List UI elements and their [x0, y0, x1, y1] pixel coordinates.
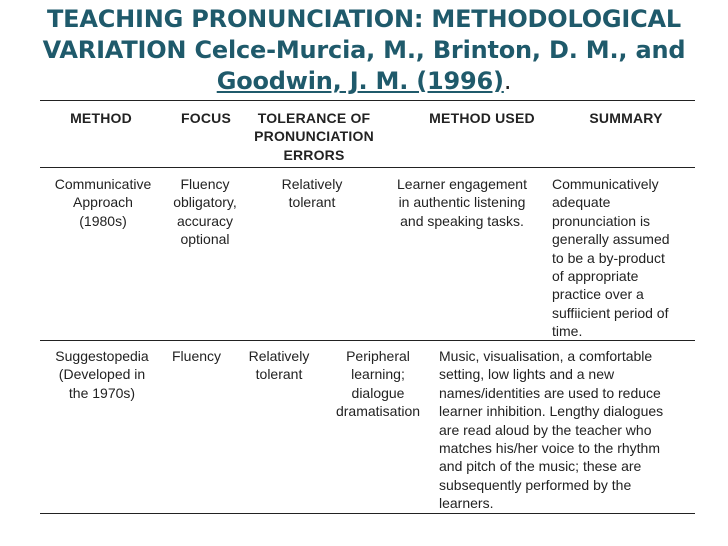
cell-line: matches his/her voice to the rhythm [439, 440, 660, 457]
row1-focus [160, 175, 250, 249]
cell-line: are read aloud by the teacher who [439, 421, 652, 438]
cell-line: Communicative [54, 176, 152, 192]
title-line-2: VARIATION Celce-Murcia, M., Brinton, D. M., and [42, 36, 686, 64]
row1-method [44, 175, 162, 230]
cell-line: names/identities are used to reduce [439, 384, 661, 401]
cell-line: Suggestopedia [55, 348, 149, 364]
cell-line: (1980s) [79, 212, 127, 229]
cell-line: tolerant [255, 366, 303, 383]
row2-method [44, 347, 160, 402]
cell-line: Relatively [248, 348, 310, 364]
row-divider [40, 340, 695, 341]
row1-summary [552, 175, 696, 341]
cell-line: learner inhibition. Lengthy dialogues [439, 403, 664, 420]
header-method-used: METHOD USED [429, 110, 535, 126]
cell-line: adequate [552, 194, 611, 211]
row2-focus [172, 347, 242, 365]
cell-line: obligatory, [173, 194, 237, 211]
cell-line: Fluency [172, 348, 222, 364]
cell-line: dramatisation [335, 403, 421, 420]
header-tolerance-line: ERRORS [283, 146, 345, 163]
cell-line: practice over a [552, 286, 644, 303]
title-line-1: TEACHING PRONUNCIATION: METHODOLOGICAL [46, 5, 682, 33]
cell-line: (Developed in [58, 366, 146, 383]
cell-line: generally assumed [552, 231, 670, 248]
cell-line: Learner engagement [397, 176, 527, 192]
cell-line: subsequently performed by the [439, 476, 632, 493]
title-citation: Goodwin, J. M. (1996) [216, 67, 504, 95]
cell-line: Peripheral [346, 348, 410, 364]
title-period: . [503, 67, 512, 95]
slide-title [30, 4, 698, 97]
cell-line: setting, low lights and a new [439, 366, 615, 383]
header-tolerance-line: PRONUNCIATION [254, 128, 374, 145]
cell-line: Fluency [180, 176, 230, 192]
cell-line: to be a by-product [552, 249, 665, 266]
cell-line: and speaking tasks. [400, 212, 524, 229]
cell-line: in authentic listening [398, 194, 526, 211]
title-line-3 [30, 66, 698, 97]
row1-method-used [382, 175, 542, 230]
row1-tolerance [262, 175, 362, 212]
cell-line: dialogue [351, 384, 405, 401]
cell-line: Relatively [281, 176, 343, 192]
row2-method-used [328, 347, 428, 421]
cell-line: and pitch of the music; these are [439, 458, 642, 475]
cell-line: the 1970s) [68, 384, 136, 401]
cell-line: learners. [439, 495, 494, 512]
header-bottom-rule [40, 167, 695, 168]
cell-line: time. [552, 323, 583, 340]
table-bottom-rule [40, 513, 695, 514]
cell-line: Music, visualisation, a comfortable [439, 348, 653, 364]
cell-line: optional [180, 231, 230, 248]
cell-line: Approach [73, 194, 133, 211]
header-method: METHOD [70, 110, 132, 126]
header-tolerance-line: TOLERANCE OF [257, 110, 371, 126]
cell-line: learning; [351, 366, 405, 383]
cell-line: suffiicient period of [552, 304, 669, 321]
cell-line: pronunciation is [552, 212, 651, 229]
cell-line: tolerant [288, 194, 336, 211]
cell-line: accuracy [176, 212, 234, 229]
cell-line: of appropriate [552, 268, 639, 285]
row2-summary [439, 347, 701, 513]
header-summary: SUMMARY [589, 110, 663, 126]
table-top-rule [40, 100, 695, 101]
header-tolerance [248, 109, 380, 164]
header-focus: FOCUS [181, 110, 231, 126]
cell-line: Communicatively [552, 176, 659, 192]
row2-tolerance [240, 347, 318, 384]
